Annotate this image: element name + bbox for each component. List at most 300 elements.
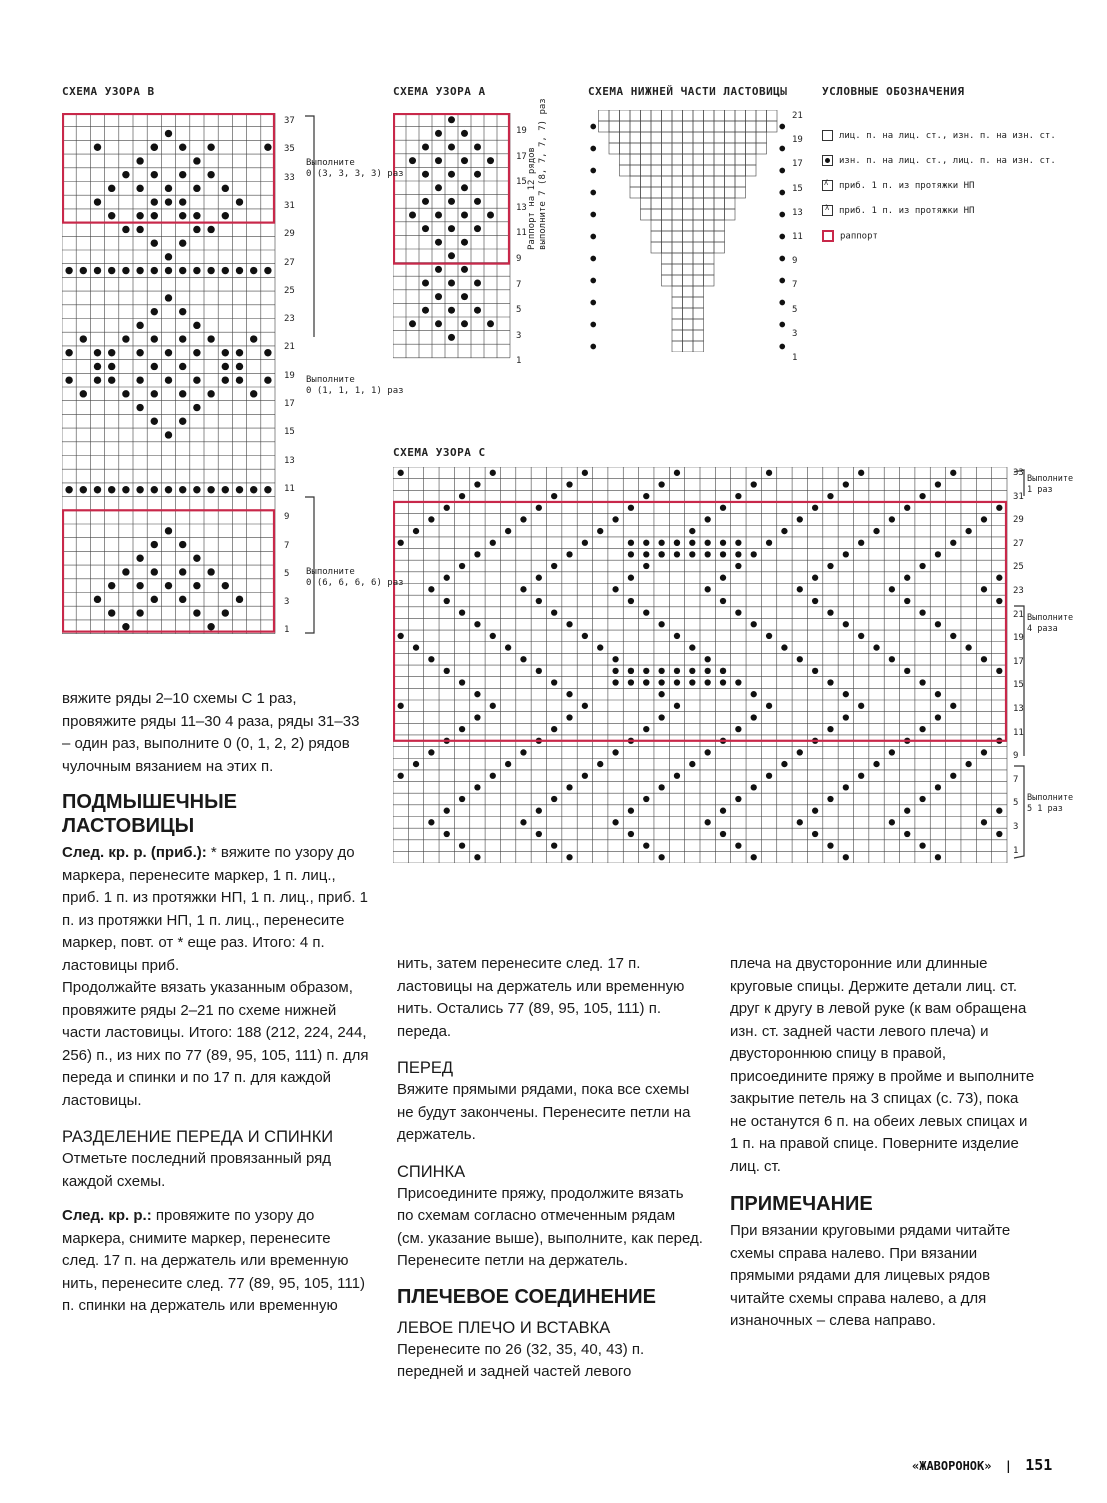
purl-dot xyxy=(858,540,864,546)
purl-dot xyxy=(179,212,186,219)
purl-dot xyxy=(222,212,229,219)
purl-dot xyxy=(165,185,172,192)
purl-dot xyxy=(950,703,956,709)
purl-dot xyxy=(590,322,596,328)
row-number: 13 xyxy=(284,455,295,466)
gusset-cell xyxy=(651,132,662,143)
row-number: 19 xyxy=(284,370,295,381)
gusset-cell xyxy=(683,264,694,275)
purl-dot xyxy=(996,575,1002,581)
purl-dot xyxy=(935,714,941,720)
row-number: 31 xyxy=(1013,491,1024,502)
purl-dot xyxy=(781,528,787,534)
purl-dot xyxy=(705,819,711,825)
purl-dot xyxy=(919,679,925,685)
gusset-cell xyxy=(693,121,704,132)
heading-front: ПЕРЕД xyxy=(397,1059,454,1077)
purl-dot xyxy=(435,184,442,191)
gusset-cell xyxy=(735,143,746,154)
purl-dot xyxy=(136,185,143,192)
purl-dot xyxy=(935,551,941,557)
purl-dot xyxy=(151,390,158,397)
purl-dot xyxy=(520,749,526,755)
purl-dot xyxy=(236,267,243,274)
row-number: 33 xyxy=(1013,468,1024,478)
gusset-cell xyxy=(672,253,683,264)
gusset-cell xyxy=(756,132,767,143)
purl-dot xyxy=(461,320,468,327)
chart-c-title: СХЕМА УЗОРА С xyxy=(393,446,486,459)
chart-gusset-title: СХЕМА НИЖНЕЙ ЧАСТИ ЛАСТОВИЦЫ xyxy=(588,85,788,98)
gusset-cell xyxy=(693,220,704,231)
purl-dot xyxy=(965,761,971,767)
purl-dot xyxy=(459,609,465,615)
purl-dot xyxy=(766,773,772,779)
gusset-cell xyxy=(683,286,694,297)
gusset-cell xyxy=(693,154,704,165)
purl-dot xyxy=(65,486,72,493)
purl-dot xyxy=(474,198,481,205)
purl-dot xyxy=(422,307,429,314)
gusset-cell xyxy=(725,187,736,198)
purl-dot xyxy=(766,633,772,639)
purl-dot xyxy=(422,225,429,232)
purl-dot-icon xyxy=(822,155,833,166)
purl-dot xyxy=(779,256,785,262)
gusset-cell xyxy=(683,297,694,308)
purl-dot xyxy=(582,703,588,709)
purl-dot xyxy=(207,623,214,630)
purl-dot xyxy=(264,349,271,356)
purl-dot xyxy=(444,575,450,581)
purl-dot xyxy=(422,279,429,286)
purl-dot xyxy=(597,644,603,650)
purl-dot xyxy=(779,234,785,240)
heading-note: ПРИМЕЧАНИЕ xyxy=(730,1193,873,1215)
gusset-cell xyxy=(756,121,767,132)
purl-dot xyxy=(779,300,785,306)
row-number: 11 xyxy=(516,228,527,239)
purl-dot xyxy=(658,714,664,720)
heading-back: СПИНКА xyxy=(397,1162,466,1181)
purl-dot xyxy=(843,551,849,557)
gusset-cell xyxy=(704,187,715,198)
gusset-cell xyxy=(746,110,757,121)
gusset-cell xyxy=(714,143,725,154)
purl-dot xyxy=(536,831,542,837)
purl-dot xyxy=(448,116,455,123)
gusset-cell xyxy=(714,187,725,198)
gusset-cell xyxy=(630,121,641,132)
purl-dot xyxy=(904,831,910,837)
row-number: 19 xyxy=(792,135,803,146)
gusset-cell xyxy=(672,297,683,308)
purl-dot xyxy=(566,481,572,487)
purl-dot xyxy=(193,157,200,164)
gusset-cell xyxy=(704,176,715,187)
purl-dot xyxy=(843,621,849,627)
gusset-cell xyxy=(714,220,725,231)
gusset-cell xyxy=(725,154,736,165)
purl-dot xyxy=(843,691,849,697)
gusset-cell xyxy=(704,264,715,275)
purl-dot xyxy=(643,726,649,732)
purl-dot xyxy=(448,252,455,259)
purl-dot xyxy=(165,431,172,438)
purl-dot xyxy=(628,505,634,511)
row-number: 5 xyxy=(792,304,798,315)
gusset-cell xyxy=(641,154,652,165)
purl-dot xyxy=(250,267,257,274)
purl-dot xyxy=(950,470,956,476)
purl-dot xyxy=(193,349,200,356)
gusset-cell xyxy=(672,154,683,165)
purl-dot xyxy=(179,239,186,246)
legend-title: УСЛОВНЫЕ ОБОЗНАЧЕНИЯ xyxy=(822,85,965,98)
purl-dot xyxy=(422,143,429,150)
row-number: 21 xyxy=(284,342,295,353)
gusset-cell xyxy=(630,143,641,154)
gusset-cell xyxy=(693,275,704,286)
gusset-cell xyxy=(651,143,662,154)
purl-dot xyxy=(751,784,757,790)
purl-dot xyxy=(904,668,910,674)
gusset-cell xyxy=(609,143,620,154)
gusset-cell xyxy=(651,187,662,198)
row-number: 1 xyxy=(1013,845,1019,856)
gusset-cell xyxy=(683,341,694,352)
purl-dot xyxy=(873,761,879,767)
purl-dot xyxy=(264,267,271,274)
purl-dot xyxy=(461,239,468,246)
purl-dot xyxy=(935,854,941,860)
purl-dot xyxy=(108,267,115,274)
purl-dot xyxy=(444,668,450,674)
row-number: 25 xyxy=(284,285,295,296)
purl-dot xyxy=(950,540,956,546)
purl-dot xyxy=(735,796,741,802)
gusset-cell xyxy=(693,253,704,264)
paragraph xyxy=(62,842,370,977)
purl-dot xyxy=(461,293,468,300)
purl-dot xyxy=(520,656,526,662)
gusset-cell xyxy=(683,330,694,341)
purl-dot xyxy=(459,842,465,848)
purl-dot xyxy=(827,563,833,569)
purl-dot xyxy=(597,761,603,767)
gusset-cell xyxy=(714,165,725,176)
purl-dot xyxy=(65,349,72,356)
purl-dot xyxy=(459,679,465,685)
purl-dot xyxy=(487,157,494,164)
purl-dot xyxy=(193,555,200,562)
row-number: 37 xyxy=(284,116,295,126)
purl-dot xyxy=(448,198,455,205)
row-number: 21 xyxy=(1013,609,1024,620)
paragraph: Перенесите по 26 (32, 35, 40, 43) п. передней и задней частей левого xyxy=(397,1340,645,1380)
purl-dot xyxy=(858,470,864,476)
gusset-cell xyxy=(683,275,694,286)
purl-dot xyxy=(889,656,895,662)
purl-dot xyxy=(751,691,757,697)
purl-dot xyxy=(781,644,787,650)
purl-dot xyxy=(889,516,895,522)
gusset-cell xyxy=(630,154,641,165)
purl-dot xyxy=(628,575,634,581)
purl-dot xyxy=(435,130,442,137)
purl-dot xyxy=(108,376,115,383)
gusset-cell xyxy=(609,121,620,132)
purl-dot xyxy=(428,819,434,825)
purl-dot xyxy=(193,322,200,329)
purl-dot xyxy=(843,784,849,790)
row-number: 29 xyxy=(1013,515,1024,526)
purl-dot xyxy=(812,505,818,511)
purl-dot xyxy=(236,486,243,493)
gusset-cell xyxy=(714,121,725,132)
purl-dot xyxy=(520,586,526,592)
purl-dot xyxy=(179,335,186,342)
purl-dot xyxy=(136,582,143,589)
purl-dot xyxy=(674,540,680,546)
purl-dot xyxy=(94,349,101,356)
row-number: 11 xyxy=(792,232,803,242)
purl-dot xyxy=(448,225,455,232)
purl-dot xyxy=(735,540,741,546)
purl-dot xyxy=(590,256,596,262)
purl-dot xyxy=(136,555,143,562)
purl-dot xyxy=(222,582,229,589)
lead-label: След. кр. р. (приб.): xyxy=(62,844,207,861)
purl-dot xyxy=(889,749,895,755)
purl-dot xyxy=(520,819,526,825)
gusset-cell xyxy=(662,154,673,165)
gusset-cell xyxy=(672,187,683,198)
purl-dot xyxy=(705,551,711,557)
purl-dot xyxy=(165,376,172,383)
purl-dot xyxy=(136,349,143,356)
purl-dot xyxy=(94,596,101,603)
purl-dot xyxy=(80,390,87,397)
purl-dot xyxy=(122,226,129,233)
purl-dot xyxy=(643,493,649,499)
purl-dot xyxy=(428,749,434,755)
purl-dot xyxy=(735,679,741,685)
purl-dot xyxy=(80,267,87,274)
purl-dot xyxy=(658,691,664,697)
purl-dot xyxy=(165,198,172,205)
gusset-cell xyxy=(704,275,715,286)
purl-dot xyxy=(179,541,186,548)
legend-item-knit: лиц. п. на лиц. ст., изн. п. на изн. ст. xyxy=(822,130,1056,141)
purl-dot xyxy=(151,239,158,246)
purl-dot xyxy=(551,796,557,802)
gusset-cell xyxy=(767,121,778,132)
purl-dot xyxy=(179,568,186,575)
purl-dot xyxy=(720,679,726,685)
gusset-cell xyxy=(725,165,736,176)
purl-dot xyxy=(474,279,481,286)
gusset-cell xyxy=(672,121,683,132)
gusset-cell xyxy=(693,286,704,297)
purl-dot xyxy=(264,486,271,493)
purl-dot xyxy=(797,586,803,592)
purl-dot xyxy=(222,609,229,616)
purl-dot xyxy=(207,267,214,274)
purl-dot xyxy=(108,582,115,589)
purl-dot xyxy=(590,344,596,350)
purl-dot xyxy=(827,609,833,615)
gusset-cell xyxy=(693,165,704,176)
purl-dot xyxy=(151,363,158,370)
purl-dot xyxy=(779,322,785,328)
grid-lines xyxy=(393,467,1007,863)
purl-dot xyxy=(179,198,186,205)
gusset-cell xyxy=(683,110,694,121)
gusset-cell xyxy=(672,176,683,187)
purl-dot xyxy=(136,226,143,233)
purl-dot xyxy=(236,198,243,205)
gusset-cell xyxy=(630,132,641,143)
row-number: 1 xyxy=(792,353,798,363)
gusset-cell xyxy=(725,209,736,220)
gusset-cell xyxy=(725,121,736,132)
purl-dot xyxy=(590,124,596,130)
purl-dot xyxy=(179,390,186,397)
purl-dot xyxy=(122,486,129,493)
purl-dot xyxy=(207,226,214,233)
gusset-cell xyxy=(683,220,694,231)
row-number: 11 xyxy=(284,483,295,494)
purl-dot xyxy=(435,266,442,273)
gusset-cell xyxy=(599,110,610,121)
purl-dot xyxy=(435,320,442,327)
purl-dot xyxy=(151,212,158,219)
purl-dot xyxy=(413,761,419,767)
purl-dot xyxy=(643,796,649,802)
gusset-cell xyxy=(683,121,694,132)
row-number: 9 xyxy=(284,512,290,523)
purl-dot xyxy=(108,363,115,370)
purl-dot xyxy=(122,623,129,630)
gusset-cell xyxy=(693,198,704,209)
row-number: 3 xyxy=(792,328,798,339)
purl-dot xyxy=(889,819,895,825)
purl-dot xyxy=(236,363,243,370)
gusset-cell xyxy=(693,341,704,352)
gusset-cell xyxy=(672,330,683,341)
purl-dot xyxy=(751,481,757,487)
rapport-frame xyxy=(394,114,509,264)
purl-dot xyxy=(858,633,864,639)
row-number: 9 xyxy=(516,254,522,264)
purl-dot xyxy=(779,124,785,130)
purl-dot xyxy=(422,198,429,205)
heading-left-shoulder: ЛЕВОЕ ПЛЕЧО И ВСТАВКА xyxy=(397,1318,611,1337)
purl-dot xyxy=(207,568,214,575)
purl-dot xyxy=(590,278,596,284)
purl-dot xyxy=(643,540,649,546)
purl-dot xyxy=(179,308,186,315)
purl-dot xyxy=(705,516,711,522)
gusset-cell xyxy=(620,110,631,121)
gusset-cell xyxy=(672,308,683,319)
gusset-cell xyxy=(662,231,673,242)
purl-dot xyxy=(459,563,465,569)
purl-dot xyxy=(612,656,618,662)
purl-dot xyxy=(566,854,572,860)
purl-dot xyxy=(779,190,785,196)
row-number: 3 xyxy=(284,597,290,608)
purl-dot xyxy=(165,349,172,356)
purl-dot xyxy=(981,516,987,522)
purl-dot xyxy=(919,842,925,848)
purl-dot xyxy=(250,335,257,342)
purl-dot xyxy=(812,668,818,674)
gusset-cell xyxy=(683,253,694,264)
purl-dot xyxy=(165,527,172,534)
gusset-cell xyxy=(630,176,641,187)
purl-dot xyxy=(996,668,1002,674)
purl-dot xyxy=(80,335,87,342)
gusset-cell xyxy=(704,220,715,231)
purl-dot xyxy=(658,854,664,860)
purl-dot xyxy=(996,598,1002,604)
gusset-cell xyxy=(735,165,746,176)
gusset-cell xyxy=(662,165,673,176)
purl-dot xyxy=(108,486,115,493)
gusset-cell xyxy=(714,198,725,209)
purl-dot xyxy=(965,528,971,534)
purl-dot xyxy=(193,486,200,493)
purl-dot xyxy=(590,146,596,152)
purl-dot xyxy=(151,418,158,425)
purl-dot xyxy=(236,596,243,603)
row-number: 29 xyxy=(284,229,295,240)
gusset-cell xyxy=(662,121,673,132)
purl-dot xyxy=(566,621,572,627)
purl-dot xyxy=(566,784,572,790)
row-number: 5 xyxy=(284,568,290,579)
gusset-cell xyxy=(672,110,683,121)
purl-dot xyxy=(674,679,680,685)
gusset-cell xyxy=(641,165,652,176)
gusset-cell xyxy=(693,209,704,220)
chart-c-note-mid: Выполните 4 раза xyxy=(1027,613,1074,634)
gusset-cell xyxy=(683,143,694,154)
purl-dot xyxy=(720,505,726,511)
purl-dot xyxy=(919,493,925,499)
gusset-cell xyxy=(599,121,610,132)
purl-dot xyxy=(536,505,542,511)
chart-b-note-bot: Выполните 0 (6, 6, 6, 6) раз xyxy=(306,567,404,588)
gusset-cell xyxy=(704,132,715,143)
gusset-cell xyxy=(662,209,673,220)
paragraph-body: * вяжите по узору до маркера, перенесите маркер, 1 п. лиц., приб. 1 п. из протяжки НП, 1 п. лиц., приб. 1 п. из протяжки НП, 1 п. лиц., перенесите маркер, повт. от * еще раз. Итого: 4 п. ластовицы приб. xyxy=(62,844,369,974)
purl-dot xyxy=(490,540,496,546)
purl-dot xyxy=(108,609,115,616)
purl-dot xyxy=(779,168,785,174)
purl-dot xyxy=(766,540,772,546)
purl-dot xyxy=(207,144,214,151)
purl-dot xyxy=(398,703,404,709)
purl-dot xyxy=(705,540,711,546)
purl-dot xyxy=(490,773,496,779)
purl-dot xyxy=(474,621,480,627)
gusset-cell xyxy=(620,154,631,165)
purl-dot xyxy=(122,335,129,342)
purl-dot xyxy=(490,703,496,709)
